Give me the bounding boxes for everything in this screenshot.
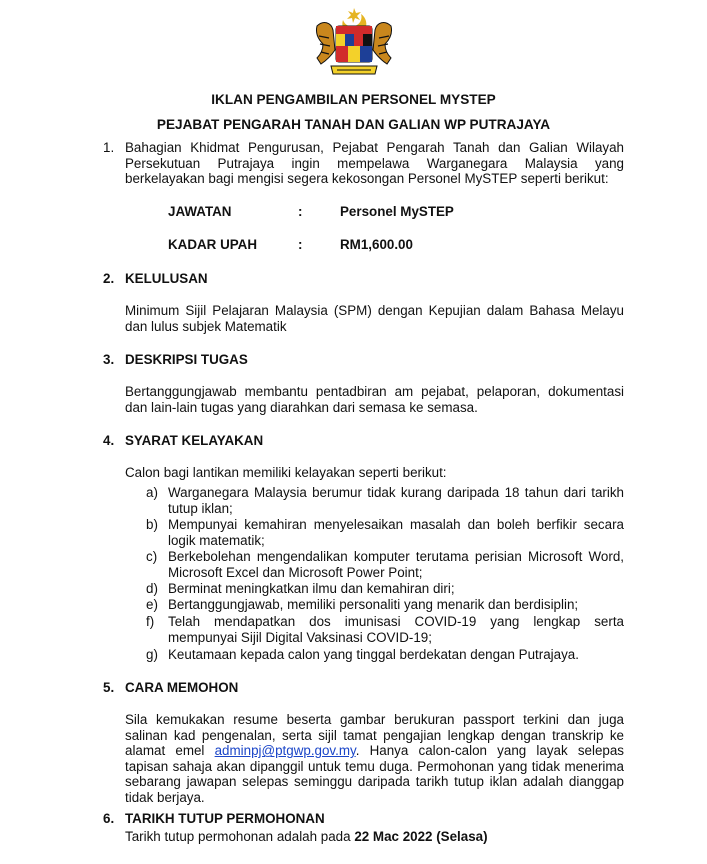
requirement-text: Berkebolehan mengendalikan komputer terutama perisian Microsoft Word, Microsoft Excel dan Microsoft Power Point;: [168, 549, 624, 580]
job-value: Personel MySTEP: [340, 204, 454, 219]
cara-text: [125, 712, 624, 806]
deskripsi-text: Bertanggungjawab membantu pentadbiran am pejabat, pelaporan, dokumentasi dan lain-lain tugas yang diarahkan dari semasa ke semasa.: [125, 384, 624, 415]
cara-text-before: Sila kemukakan resume beserta gambar berukuran passport terkini dan juga salinan kad pengenalan, serta sijil tamat pengajian lengkap dengan transkrip ke alamat emel: [125, 712, 624, 759]
requirement-text: Keutamaan kepada calon yang tinggal berdekatan dengan Putrajaya.: [168, 647, 579, 662]
cara-number: 5.: [103, 680, 115, 695]
intro-text: Bahagian Khidmat Pengurusan, Pejabat Pengarah Tanah dan Galian Wilayah Persekutuan Putrajaya ingin mempelawa Warganegara Malaysia yang berkelayakan bagi mengisi segera kekosongan Personel MySTEP seperti berikut:: [125, 140, 624, 187]
closing-date: 22 Mac 2022 (Selasa): [354, 829, 488, 844]
syarat-number: 4.: [103, 433, 115, 448]
requirement-mark: g): [146, 647, 158, 662]
kelulusan-number: 2.: [103, 271, 115, 286]
requirement-text: Warganegara Malaysia berumur tidak kurang daripada 18 tahun dari tarikh tutup iklan;: [168, 485, 624, 516]
right-tiger-icon: [373, 23, 392, 64]
left-tiger-icon: [316, 23, 335, 64]
cara-text-after: . Hanya calon-calon yang layak selepas tapisan sahaja akan dipanggil untuk temu duga. Permohonan yang tidak menerima sebarang jawapan selepas seminggu daripada tarikh tutup iklan adalah dianggap tidak berjaya.: [125, 743, 624, 805]
requirement-text: Bertanggungjawab, memiliki personaliti yang menarik dan berdisiplin;: [168, 597, 579, 612]
wage-label: KADAR UPAH: [168, 237, 258, 252]
requirement-text: Berminat meningkatkan ilmu dan kemahiran diri;: [168, 581, 455, 596]
job-label: JAWATAN: [168, 204, 232, 219]
requirement-mark: e): [146, 597, 158, 612]
star-icon: [347, 8, 361, 23]
cara-heading: CARA MEMOHON: [125, 680, 239, 695]
requirement-text: Mempunyai kemahiran menyelesaikan masalah dan boleh berfikir secara logik matematik;: [168, 517, 624, 548]
email-link[interactable]: adminpj@ptgwp.gov.my: [214, 743, 356, 759]
page-subtitle: PEJABAT PENGARAH TANAH DAN GALIAN WP PUTRAJAYA: [156, 117, 551, 132]
syarat-lead: Calon bagi lantikan memiliki kelayakan seperti berikut:: [125, 465, 447, 480]
syarat-heading: SYARAT KELAYAKAN: [125, 433, 264, 448]
tarikh-text-before: Tarikh tutup permohonan adalah pada: [125, 829, 351, 844]
tarikh-heading: TARIKH TUTUP PERMOHONAN: [125, 811, 325, 826]
kelulusan-heading: KELULUSAN: [125, 271, 208, 286]
deskripsi-heading: DESKRIPSI TUGAS: [125, 352, 248, 367]
wage-value: RM1,600.00: [340, 237, 413, 252]
job-colon: :: [298, 204, 303, 219]
requirement-mark: d): [146, 581, 158, 596]
tarikh-text: [125, 829, 488, 844]
intro-number: 1.: [103, 140, 115, 155]
requirement-text: Telah mendapatkan dos imunisasi COVID-19 yang lengkap serta mempunyai Sijil Digital Vaksinasi COVID-19;: [168, 614, 624, 645]
requirement-mark: c): [146, 549, 158, 564]
requirement-mark: b): [146, 517, 158, 532]
tarikh-number: 6.: [103, 811, 115, 826]
requirement-mark: f): [146, 614, 155, 629]
kelulusan-text: Minimum Sijil Pelajaran Malaysia (SPM) dengan Kepujian dalam Bahasa Melayu dan lulus subjek Matematik: [125, 303, 624, 334]
page-title: IKLAN PENGAMBILAN PERSONEL MYSTEP: [211, 92, 496, 107]
wage-colon: :: [298, 237, 303, 252]
coat-of-arms-emblem: [309, 6, 399, 80]
deskripsi-number: 3.: [103, 352, 115, 367]
requirement-mark: a): [146, 485, 158, 500]
